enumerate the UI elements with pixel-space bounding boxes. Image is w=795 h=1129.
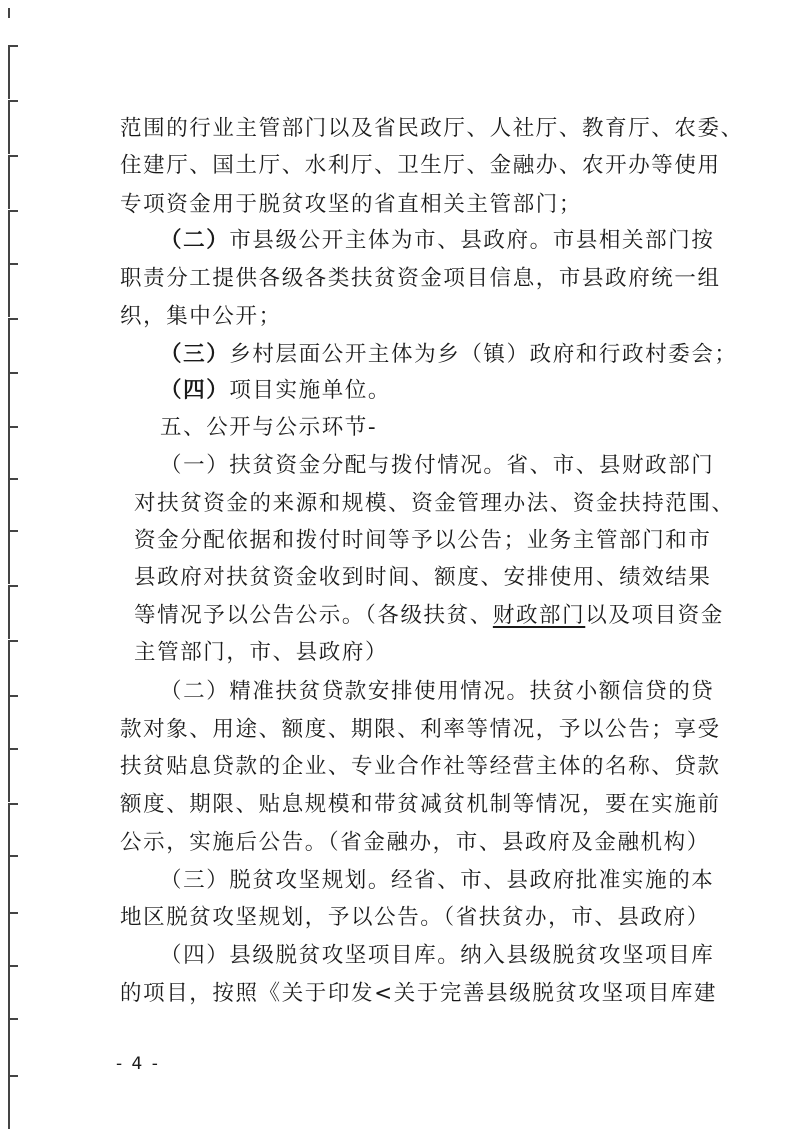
binding-edge-marks	[2, 0, 26, 1123]
underlined-text: 财政部门	[492, 603, 586, 628]
text-line: （二）精准扶贫贷款安排使用情况。扶贫小额信贷的贷	[160, 679, 715, 704]
text-line: 专项资金用于脱贫攻坚的省直相关主管部门；	[120, 192, 583, 217]
binding-mark	[8, 1075, 18, 1129]
text-line: 对扶贫资金的来源和规模、资金管理办法、资金扶持范围、	[134, 491, 735, 516]
text-line: （四）项目实施单位。	[160, 378, 392, 403]
text-line: 额度、期限、贴息规模和带贫减贫机制等情况，要在实施前	[120, 792, 721, 817]
binding-mark	[8, 100, 18, 154]
binding-mark	[8, 478, 18, 532]
binding-mark	[8, 912, 18, 966]
text-line: （一）扶贫资金分配与拨付情况。省、市、县财政部门	[160, 453, 715, 478]
binding-mark	[8, 210, 18, 264]
text-line: （四）县级脱贫攻坚项目库。纳入县级脱贫攻坚项目库	[160, 943, 715, 968]
text-line: 地区脱贫攻坚规划，予以公告。（省扶贫办，市、县政府）	[120, 905, 710, 930]
text-line: 职责分工提供各级各类扶贫资金项目信息，市县政府统一组	[120, 266, 721, 291]
text-line: 资金分配依据和拨付时间等予以公告；业务主管部门和市	[134, 528, 712, 553]
text-line: （三）脱贫攻坚规划。经省、市、县政府批准实施的本	[160, 868, 715, 893]
binding-mark	[8, 748, 18, 802]
text-line: 主管部门，市、县政府）	[134, 640, 389, 665]
text-line: 范围的行业主管部门以及省民政厅、人社厅、教育厅、农委、	[120, 116, 744, 141]
binding-mark	[8, 530, 18, 584]
section-heading: 五、公开与公示环节-	[160, 415, 378, 440]
text-line: 扶贫贴息贷款的企业、专业合作社等经营主体的名称、贷款	[120, 754, 721, 779]
binding-mark	[8, 318, 18, 372]
text-line: （二）市县级公开主体为市、县政府。市县相关部门按	[160, 228, 715, 253]
binding-mark	[8, 585, 18, 639]
binding-mark	[8, 426, 18, 480]
page-number: - 4 -	[116, 1054, 160, 1074]
binding-mark	[8, 1018, 18, 1080]
binding-mark	[8, 803, 18, 857]
section-marker: （二）	[160, 228, 230, 253]
binding-mark	[8, 695, 18, 749]
binding-mark	[8, 8, 14, 18]
binding-mark	[8, 45, 18, 99]
binding-mark	[8, 965, 18, 1019]
binding-mark	[8, 640, 18, 702]
binding-mark	[8, 263, 18, 317]
binding-mark	[8, 855, 18, 917]
text-line: 县政府对扶贫资金收到时间、额度、安排使用、绩效结果	[134, 565, 712, 590]
section-marker: （三）	[160, 342, 230, 367]
text-line: 的项目，按照《关于印发<关于完善县级脱贫攻坚项目库建	[120, 981, 718, 1006]
text-line: 公示，实施后公告。（省金融办，市、县政府及金融机构）	[120, 830, 710, 855]
binding-mark	[8, 155, 18, 209]
section-marker: （四）	[160, 378, 230, 403]
text-line: 织，集中公开；	[120, 304, 282, 329]
text-line: 住建厅、国土厅、水利厅、卫生厅、金融办、农开办等使用	[120, 153, 721, 178]
binding-mark	[8, 372, 18, 426]
text-line: （三）乡村层面公开主体为乡（镇）政府和行政村委会；	[160, 342, 738, 367]
text-line: 款对象、用途、额度、期限、利率等情况，予以公告；享受	[120, 717, 721, 742]
text-line: 等情况予以公告公示。（各级扶贫、财政部门以及项目资金	[134, 603, 724, 628]
